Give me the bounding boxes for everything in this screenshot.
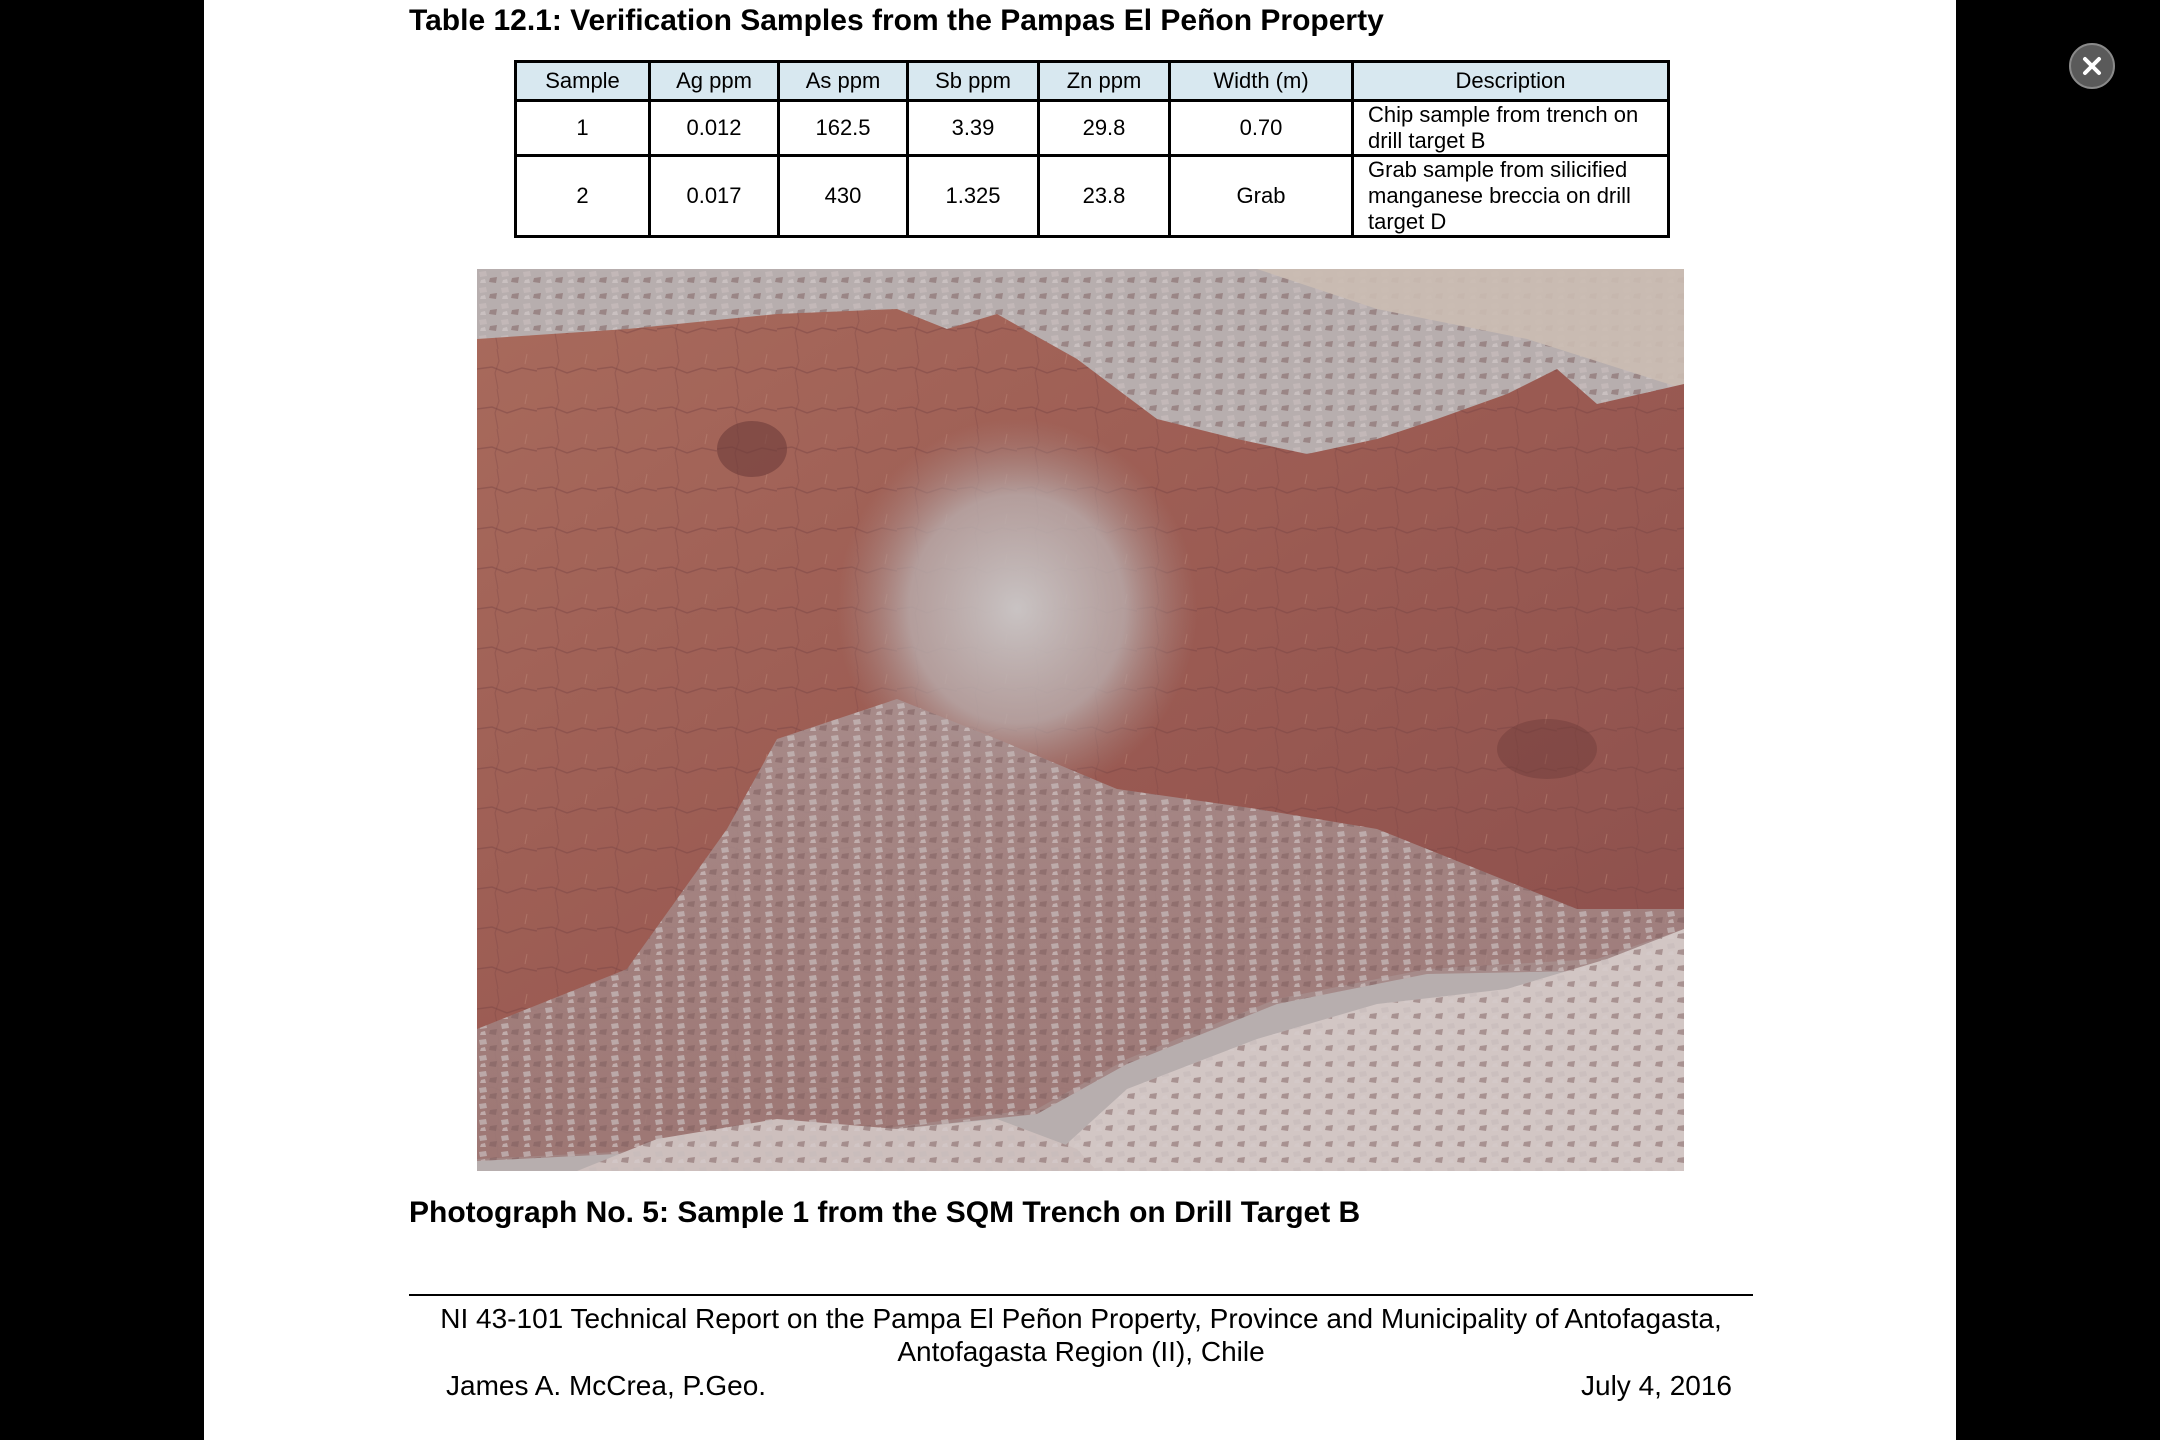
table-row <box>516 156 1669 237</box>
table-cell: 0.70 <box>1170 101 1353 156</box>
trench-photograph <box>477 269 1684 1171</box>
verification-samples-table <box>514 60 1670 238</box>
footer-title-line-1: NI 43-101 Technical Report on the Pampa El Peñon Property, Province and Municipality of Antofagasta, <box>440 1303 1722 1334</box>
photo-caption: Photograph No. 5: Sample 1 from the SQM Trench on Drill Target B <box>409 1196 1361 1229</box>
table-cell: 3.39 <box>908 101 1039 156</box>
table-cell: 0.017 <box>650 156 779 237</box>
table-cell: 2 <box>516 156 650 237</box>
footer-report-title <box>409 1302 1753 1368</box>
table-cell: 29.8 <box>1039 101 1170 156</box>
table-cell: 1.325 <box>908 156 1039 237</box>
column-header: As ppm <box>779 62 908 101</box>
footer-author: James A. McCrea, P.Geo. <box>446 1370 767 1401</box>
close-button[interactable] <box>2069 43 2115 89</box>
column-header: Sb ppm <box>908 62 1039 101</box>
table-cell: 1 <box>516 101 650 156</box>
table-cell: 23.8 <box>1039 156 1170 237</box>
footer-divider <box>409 1294 1753 1296</box>
table-header-row <box>516 62 1669 101</box>
table-cell-description: Chip sample from trench on drill target B <box>1353 101 1669 156</box>
column-header: Zn ppm <box>1039 62 1170 101</box>
table-cell: 162.5 <box>779 101 908 156</box>
table-cell-description: Grab sample from silicified manganese breccia on drill target D <box>1353 156 1669 237</box>
table-title: Table 12.1: Verification Samples from the Pampas El Peñon Property <box>409 4 1384 37</box>
footer-date: July 4, 2016 <box>1581 1370 1732 1401</box>
column-header: Ag ppm <box>650 62 779 101</box>
column-header: Width (m) <box>1170 62 1353 101</box>
close-icon <box>2082 56 2102 76</box>
table-cell: 430 <box>779 156 908 237</box>
table-cell: Grab <box>1170 156 1353 237</box>
footer-title-line-2: Antofagasta Region (II), Chile <box>897 1336 1265 1367</box>
table-row <box>516 101 1669 156</box>
column-header: Description <box>1353 62 1669 101</box>
column-header: Sample <box>516 62 650 101</box>
table-cell: 0.012 <box>650 101 779 156</box>
document-page <box>204 0 1956 1440</box>
